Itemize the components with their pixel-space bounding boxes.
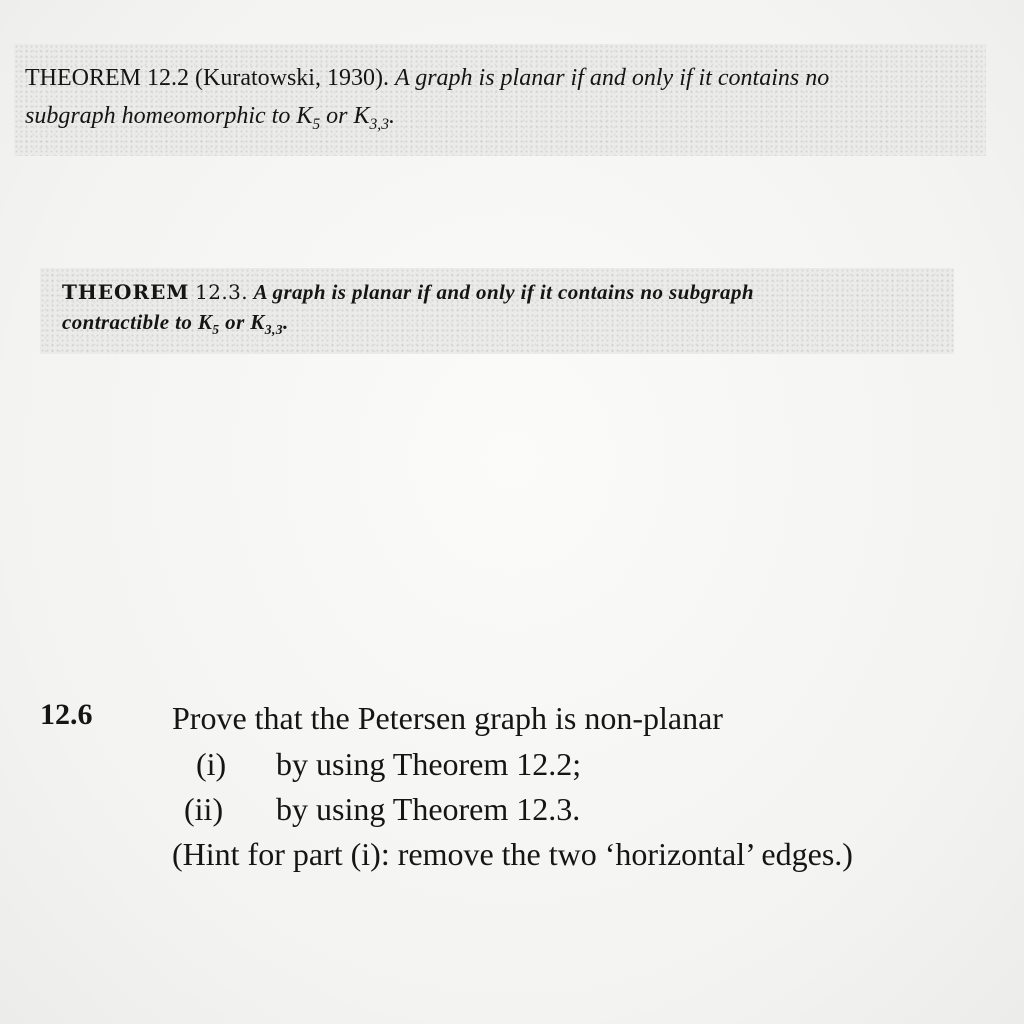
theorem-12-2-statement-start: A graph is planar if and only if it contains no xyxy=(394,65,830,91)
exercise-statement: Prove that the Petersen graph is non-planar xyxy=(172,700,723,736)
exercise-number: 12.6 xyxy=(40,698,93,731)
theorem-12-2-k5-subscript: 5 xyxy=(312,115,321,133)
theorem-12-3-period: . xyxy=(282,310,289,334)
part-1-label: (i) xyxy=(196,746,227,782)
theorem-12-3-box xyxy=(40,268,954,354)
part-2-text: by using Theorem 12.3. xyxy=(276,791,581,827)
theorem-12-3-or: or K xyxy=(219,310,265,334)
part-1-text: by using Theorem 12.2; xyxy=(276,746,582,782)
theorem-12-2-line-2 xyxy=(25,103,395,133)
theorem-12-2-number: 12.2 (Kuratowski, 1930). xyxy=(147,65,389,91)
part-2-label: (ii) xyxy=(184,791,224,827)
theorem-12-2-label: THEOREM xyxy=(25,65,141,91)
theorem-12-2-k33-subscript: 3,3 xyxy=(369,115,389,133)
theorem-12-3-label: THEOREM xyxy=(62,280,190,304)
theorem-12-2-box xyxy=(14,44,986,156)
theorem-12-3-statement-end: contractible to K xyxy=(62,310,213,334)
theorem-12-3-k5-subscript: 5 xyxy=(212,322,220,338)
theorem-12-3-line-1 xyxy=(62,282,754,303)
theorem-12-2-period: . xyxy=(389,103,395,129)
theorem-12-3-k33-subscript: 3,3 xyxy=(264,322,283,338)
theorem-12-3-number: 12.3. xyxy=(195,280,248,304)
theorem-12-2-statement-end: subgraph homeomorphic to K xyxy=(25,103,313,129)
theorem-12-2-or: or K xyxy=(320,103,370,129)
theorem-12-3-line-2 xyxy=(62,310,289,338)
theorem-12-2-line-1 xyxy=(25,66,829,90)
exercise-hint: (Hint for part (i): remove the two ‘horizontal’ edges.) xyxy=(172,836,853,872)
theorem-12-3-statement-start: A graph is planar if and only if it contains no subgraph xyxy=(253,280,754,304)
